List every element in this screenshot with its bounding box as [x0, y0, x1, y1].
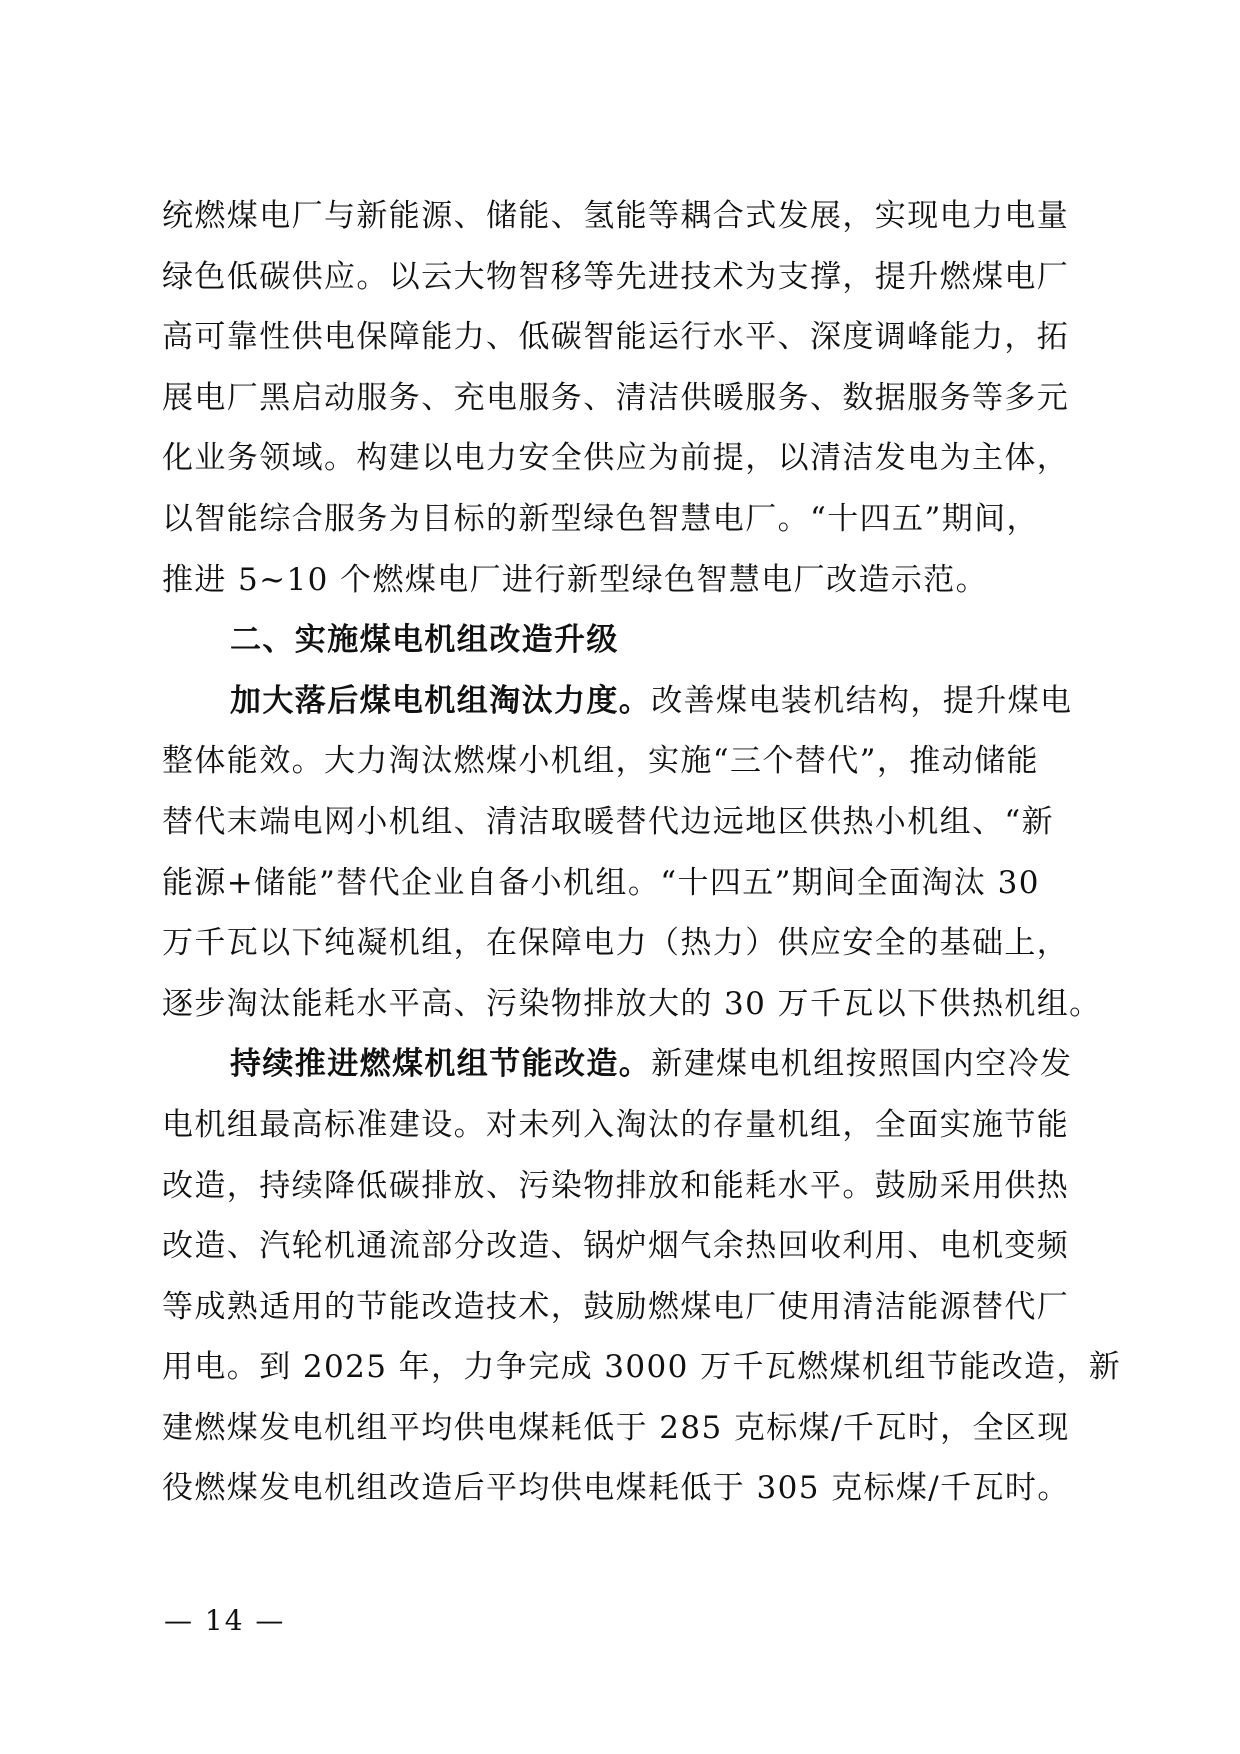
text-line: 改造，持续降低碳排放、污染物排放和能耗水平。鼓励采用供热: [162, 1167, 1070, 1204]
paragraph-phase-out: [162, 671, 1102, 1035]
text-line: 建燃煤发电机组平均供电煤耗低于 285 克标煤/千瓦时，全区现: [162, 1409, 1070, 1446]
paragraph-first-rest: 新建煤电机组按照国内空冷发: [651, 1046, 1073, 1083]
text-line: 役燃煤发电机组改造后平均供电煤耗低于 305 克标煤/千瓦时。: [162, 1470, 1070, 1507]
text-line: 等成熟适用的节能改造技术，鼓励燃煤电厂使用清洁能源替代厂: [162, 1288, 1070, 1325]
text-line: 万千瓦以下纯凝机组，在保障电力（热力）供应安全的基础上，: [162, 925, 1070, 962]
text-line: 绿色低碳供应。以云大物智移等先进技术为支撑，提升燃煤电厂: [162, 258, 1070, 295]
text-line: 能源+储能”替代企业自备小机组。“十四五”期间全面淘汰 30: [162, 864, 1040, 901]
section-heading: 二、实施煤电机组改造升级: [230, 622, 619, 659]
paragraph-first-line: [162, 671, 1076, 732]
text-line: 替代末端电网小机组、清洁取暖替代边远地区供热小机组、“新: [162, 803, 1055, 840]
text-line: 推进 5~10 个燃煤电厂进行新型绿色智慧电厂改造示范。: [162, 561, 989, 598]
text-line: 改造、汽轮机通流部分改造、锅炉烟气余热回收利用、电机变频: [162, 1228, 1070, 1265]
intro-paragraph: [162, 186, 1076, 610]
text-line: 以智能综合服务为目标的新型绿色智慧电厂。“十四五”期间，: [162, 500, 1039, 537]
paragraph-energy-saving: [162, 1034, 1122, 1519]
text-line: 统燃煤电厂与新能源、储能、氢能等耦合式发展，实现电力电量: [162, 198, 1070, 234]
text-line: 用电。到 2025 年，力争完成 3000 万千瓦燃煤机组节能改造，新: [162, 1349, 1122, 1386]
text-line: 展电厂黑启动服务、充电服务、清洁供暖服务、数据服务等多元: [162, 379, 1070, 416]
paragraph-first-line: [162, 1034, 1076, 1095]
body-text: [162, 186, 1122, 1519]
text-line: 化业务领域。构建以电力安全供应为前提，以清洁发电为主体，: [162, 440, 1070, 477]
text-line: 电机组最高标准建设。对未列入淘汰的存量机组，全面实施节能: [162, 1106, 1070, 1143]
paragraph-first-rest: 改善煤电装机结构，提升煤电: [651, 682, 1073, 719]
text-line: 整体能效。大力淘汰燃煤小机组，实施“三个替代”，推动储能: [162, 743, 1039, 780]
text-line: 逐步淘汰能耗水平高、污染物排放大的 30 万千瓦以下供热机组。: [162, 985, 1102, 1022]
page-number: — 14 —: [164, 1604, 286, 1637]
text-line: 高可靠性供电保障能力、低碳智能运行水平、深度调峰能力，拓: [162, 319, 1070, 356]
paragraph-lead: 持续推进燃煤机组节能改造。: [230, 1046, 652, 1083]
paragraph-lead: 加大落后煤电机组淘汰力度。: [230, 682, 652, 719]
